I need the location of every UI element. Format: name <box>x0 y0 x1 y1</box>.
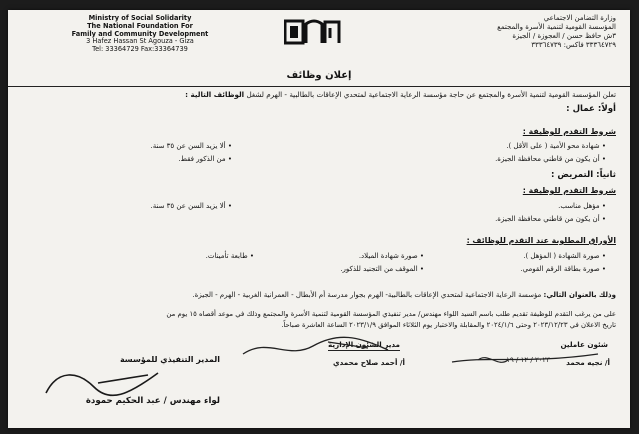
section2-condition-3: • ألا يزيد السن عن ٣٥ سنة. <box>150 202 232 210</box>
executive-director-name: لواء مهندس / عبد الحكيم حمودة <box>85 396 220 406</box>
document-item-1: • صورة الشهادة ( المؤهل ). <box>523 252 606 260</box>
document-item-3: • صورة شهادة الميلاد. <box>359 252 424 260</box>
ar-phone-fax: ٣٣٣٦٤٧٢٩ فاكس: ٣٣٣٦٤٧٣٩ <box>531 41 616 49</box>
admin-affairs-name: أ/ أحمد صلاح محمدي <box>333 358 405 367</box>
hr-affairs-name: أ/ نجيه محمد <box>566 358 610 367</box>
document-item-5: • طابعة تأمينات. <box>206 252 254 260</box>
foundation-name-line2: Family and Community Development <box>71 29 209 38</box>
apply-line-1: على من يرغب التقدم للوظيفة تقديم طلب باسم السيد اللواء مهندس/ مدير تنفيذي المؤسسة القومية لتنمية الأسرة والمجتمع وذلك في موعد أقصاه ١٥ يوم من <box>166 310 616 318</box>
foundation-name-line1: The National Foundation For <box>87 21 193 30</box>
english-letterhead <box>40 15 240 54</box>
ar-address: ٣ش حافظ حسن / العجوزة / الجيزة <box>512 32 616 40</box>
title-divider <box>8 86 630 87</box>
admin-affairs-title: مدير الشئون الإدارية <box>328 340 400 349</box>
section2-condition-2: • أن يكون من قاطني محافظة الجيزة. <box>495 215 606 223</box>
document-item-4: • الموقف من التجنيد للذكور. <box>340 265 424 273</box>
document-title: إعلان وظائف <box>286 70 352 81</box>
english-phone-fax: Tel: 33364729 Fax:33364739 <box>92 45 188 54</box>
apply-line-2: تاريخ الاعلان في ٢٠٢٣/١٢/٢٣ وحتى ٢٠٢٤/١/٦ والمقابلة والاختبار يوم الثلاثاء الموافق ٢٠٢٣/١/٩ الساعة العاشرة صباحاً. <box>281 321 616 329</box>
address-text: مؤسسة الرعاية الاجتماعية لمتحدي الإعاقات بالطالبية- الهرم بجوار مدرسة أم الأبطال - العمرانية الغربية - الهرم - الجيزة. <box>192 291 544 299</box>
executive-signature-icon <box>38 365 178 399</box>
ar-foundation-name: المؤسسة القومية لتنمية الأسرة والمجتمع <box>497 23 616 31</box>
section2-heading: ثانياً: التمريض : <box>550 170 616 180</box>
section1-heading: أولاً: عمال : <box>566 104 616 114</box>
section1-condition-1: • شهادة محو الأمية ( على الأقل ). <box>506 142 606 150</box>
section2-conditions-heading: شروط التقدم للوظيفة : <box>522 186 616 195</box>
address-paragraph <box>192 291 616 299</box>
address-label: وذلك بالعنوان التالي: <box>543 291 616 299</box>
intro-text: تعلن المؤسسة القومية لتنمية الأسرة والمجتمع عن حاجة مؤسسة الرعاية الاجتماعية لمتحدي الإعاقات بالطالبية - الهرم لشغل <box>246 90 616 99</box>
section2-condition-1: • مؤهل مناسب. <box>558 202 606 210</box>
ministry-name: Ministry of Social Solidarity <box>88 14 192 22</box>
executive-director-title: المدير التنفيذي للمؤسسة <box>119 355 220 364</box>
section1-condition-4: • من الذكور فقط. <box>178 155 232 163</box>
english-address: 3 Hafez Hassan St Agouza - Giza <box>86 37 194 46</box>
admin-signature-icon <box>238 332 408 362</box>
foundation-logo-icon <box>284 18 342 46</box>
affairs-signature-icon <box>448 346 608 368</box>
ar-ministry-name: وزارة التضامن الاجتماعي <box>543 14 616 22</box>
section1-condition-3: • ألا يزيد السن عن ٣٥ سنة. <box>150 142 232 150</box>
section1-condition-2: • أن يكون من قاطني محافظة الجيزة. <box>495 155 606 163</box>
intro-paragraph <box>185 90 616 99</box>
documents-heading: الأوراق المطلوبة عند التقدم للوظائف : <box>466 236 616 245</box>
document-item-2: • صورة بطاقة الرقم القومي. <box>520 265 606 273</box>
hr-affairs-date: ٢٠٢٣ / ١٢ / ١٩ <box>506 356 550 364</box>
section1-conditions-heading: شروط التقدم للوظيفة : <box>522 127 616 136</box>
intro-bold: الوظائف التالية : <box>185 90 245 99</box>
arabic-letterhead <box>436 14 616 50</box>
hr-affairs-title: شئون عاملين <box>560 340 608 349</box>
announcement-document <box>8 10 630 428</box>
